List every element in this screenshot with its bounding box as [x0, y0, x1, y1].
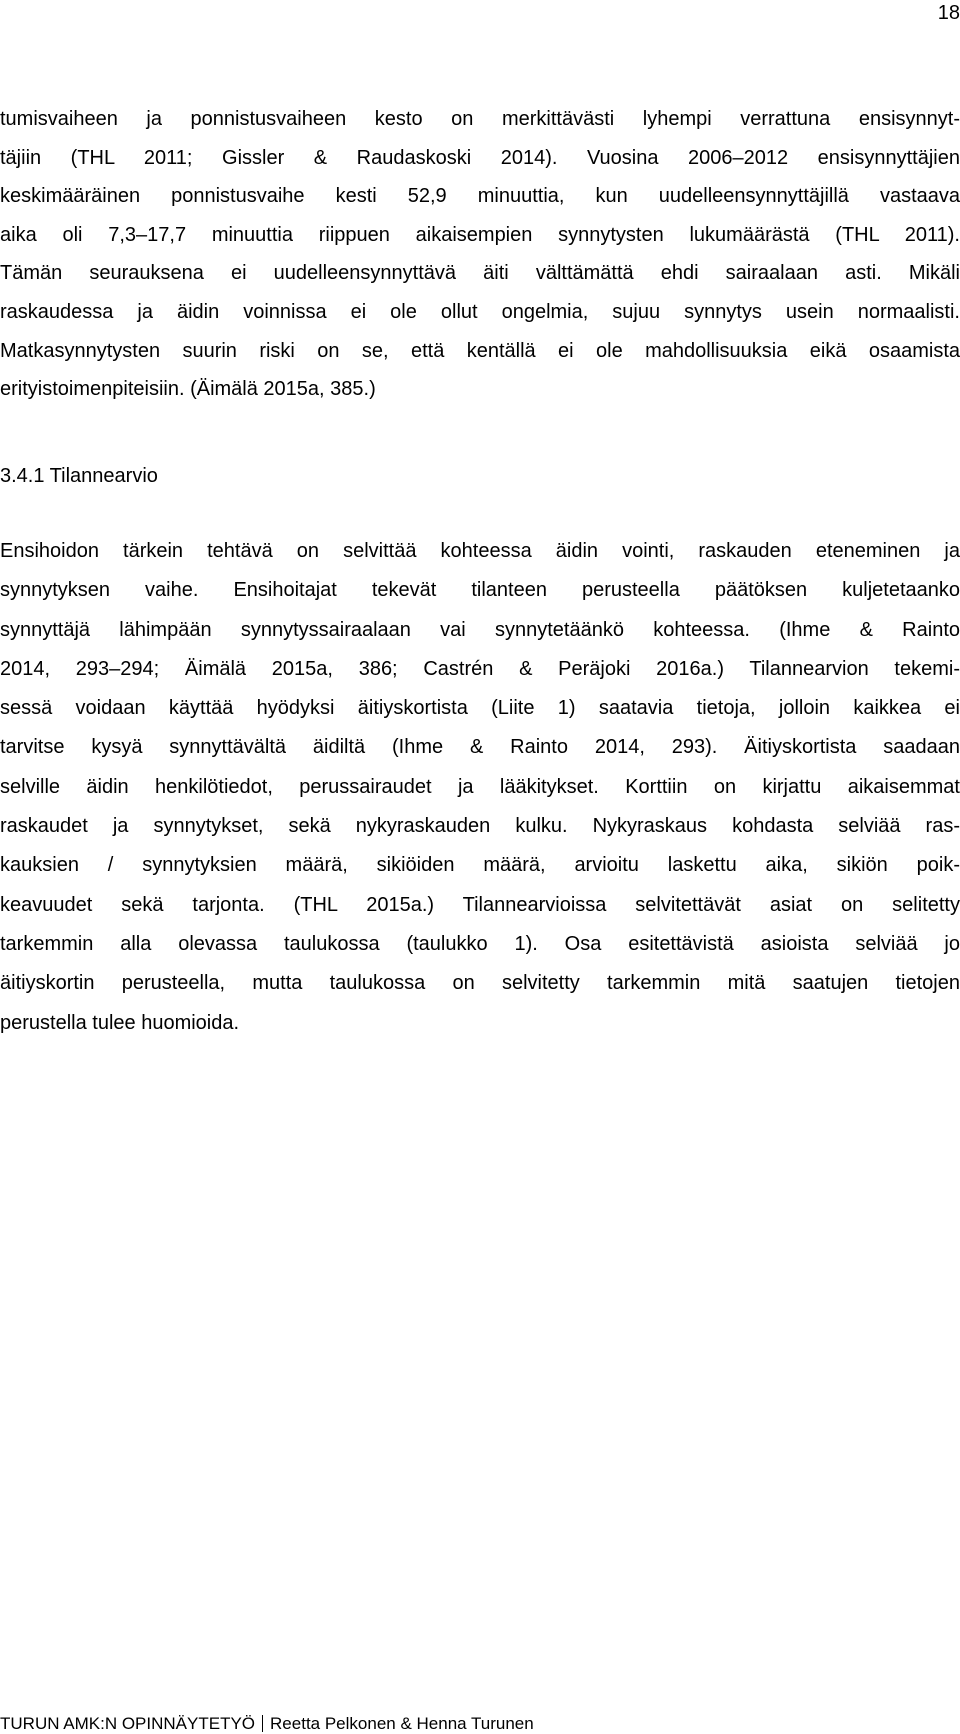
- footer-separator: [262, 1715, 263, 1732]
- text-line: täjiin (THL 2011; Gissler & Raudaskoski 2014). Vuosina 2006–2012 ensisynnyttäjien: [0, 146, 960, 169]
- text-line: keskimääräinen ponnistusvaihe kesti 52,9 minuuttia, kun uudelleensynnyttäjillä vastaava: [0, 185, 960, 208]
- section-heading: 3.4.1 Tilannearvio: [0, 465, 158, 487]
- text-line: tarvitse kysyä synnyttävältä äidiltä (Ihme & Rainto 2014, 293). Äitiyskortista saadaan: [0, 736, 960, 759]
- text-line: erityistoimenpiteisiin. (Äimälä 2015a, 385.): [0, 378, 376, 401]
- text-line: Tämän seurauksena ei uudelleensynnyttävä äiti välttämättä ehdi sairaalaan asti. Mikäli: [0, 262, 960, 285]
- footer-authors: Reetta Pelkonen & Henna Turunen: [270, 1714, 534, 1733]
- page-number: 18: [937, 2, 960, 24]
- text-line: synnytyksen vaihe. Ensihoitajat tekevät tilanteen perusteella päätöksen kuljetetaanko: [0, 579, 960, 602]
- text-line: synnyttäjä lähimpään synnytyssairaalaan vai synnytetäänkö kohteessa. (Ihme & Rainto: [0, 618, 960, 641]
- body-paragraph-1: [0, 100, 960, 409]
- text-line: Matkasynnytysten suurin riski on se, että kentällä ei ole mahdollisuuksia eikä osaamista: [0, 339, 960, 362]
- page-footer: [0, 1714, 534, 1734]
- text-line: Ensihoidon tärkein tehtävä on selvittää kohteessa äidin vointi, raskauden eteneminen ja: [0, 540, 960, 562]
- text-line: raskaudet ja synnytykset, sekä nykyraskauden kulku. Nykyraskaus kohdasta selviää ras-: [0, 815, 960, 838]
- body-paragraph-2: [0, 532, 960, 1043]
- text-line: sessä voidaan käyttää hyödyksi äitiyskortista (Liite 1) saatavia tietoja, jolloin kaikkea ei: [0, 697, 960, 720]
- text-line: raskaudessa ja äidin voinnissa ei ole ollut ongelmia, sujuu synnytys usein normaalisti.: [0, 300, 960, 323]
- text-line: aika oli 7,3–17,7 minuuttia riippuen aikaisempien synnytysten lukumäärästä (THL 2011).: [0, 223, 960, 246]
- text-line: perustella tulee huomioida.: [0, 1011, 240, 1034]
- text-line: 2014, 293–294; Äimälä 2015a, 386; Castrén & Peräjoki 2016a.) Tilannearvion tekemi-: [0, 657, 960, 680]
- text-line: keavuudet sekä tarjonta. (THL 2015a.) Tilannearvioissa selvitettävät asiat on selitetty: [0, 893, 960, 916]
- text-line: tumisvaiheen ja ponnistusvaiheen kesto on merkittävästi lyhempi verrattuna ensisynnyt-: [0, 108, 960, 130]
- text-line: äitiyskortin perusteella, mutta taulukossa on selvitetty tarkemmin mitä saatujen tietojen: [0, 972, 960, 995]
- text-line: kauksien / synnytyksien määrä, sikiöiden määrä, arvioitu laskettu aika, sikiön poik-: [0, 854, 960, 877]
- text-line: tarkemmin alla olevassa taulukossa (taulukko 1). Osa esitettävistä asioista selviää jo: [0, 932, 960, 955]
- text-line: selville äidin henkilötiedot, perussairaudet ja lääkitykset. Korttiin on kirjattu aikaisemmat: [0, 775, 960, 798]
- footer-institution: TURUN AMK:N OPINNÄYTETYÖ: [0, 1714, 256, 1733]
